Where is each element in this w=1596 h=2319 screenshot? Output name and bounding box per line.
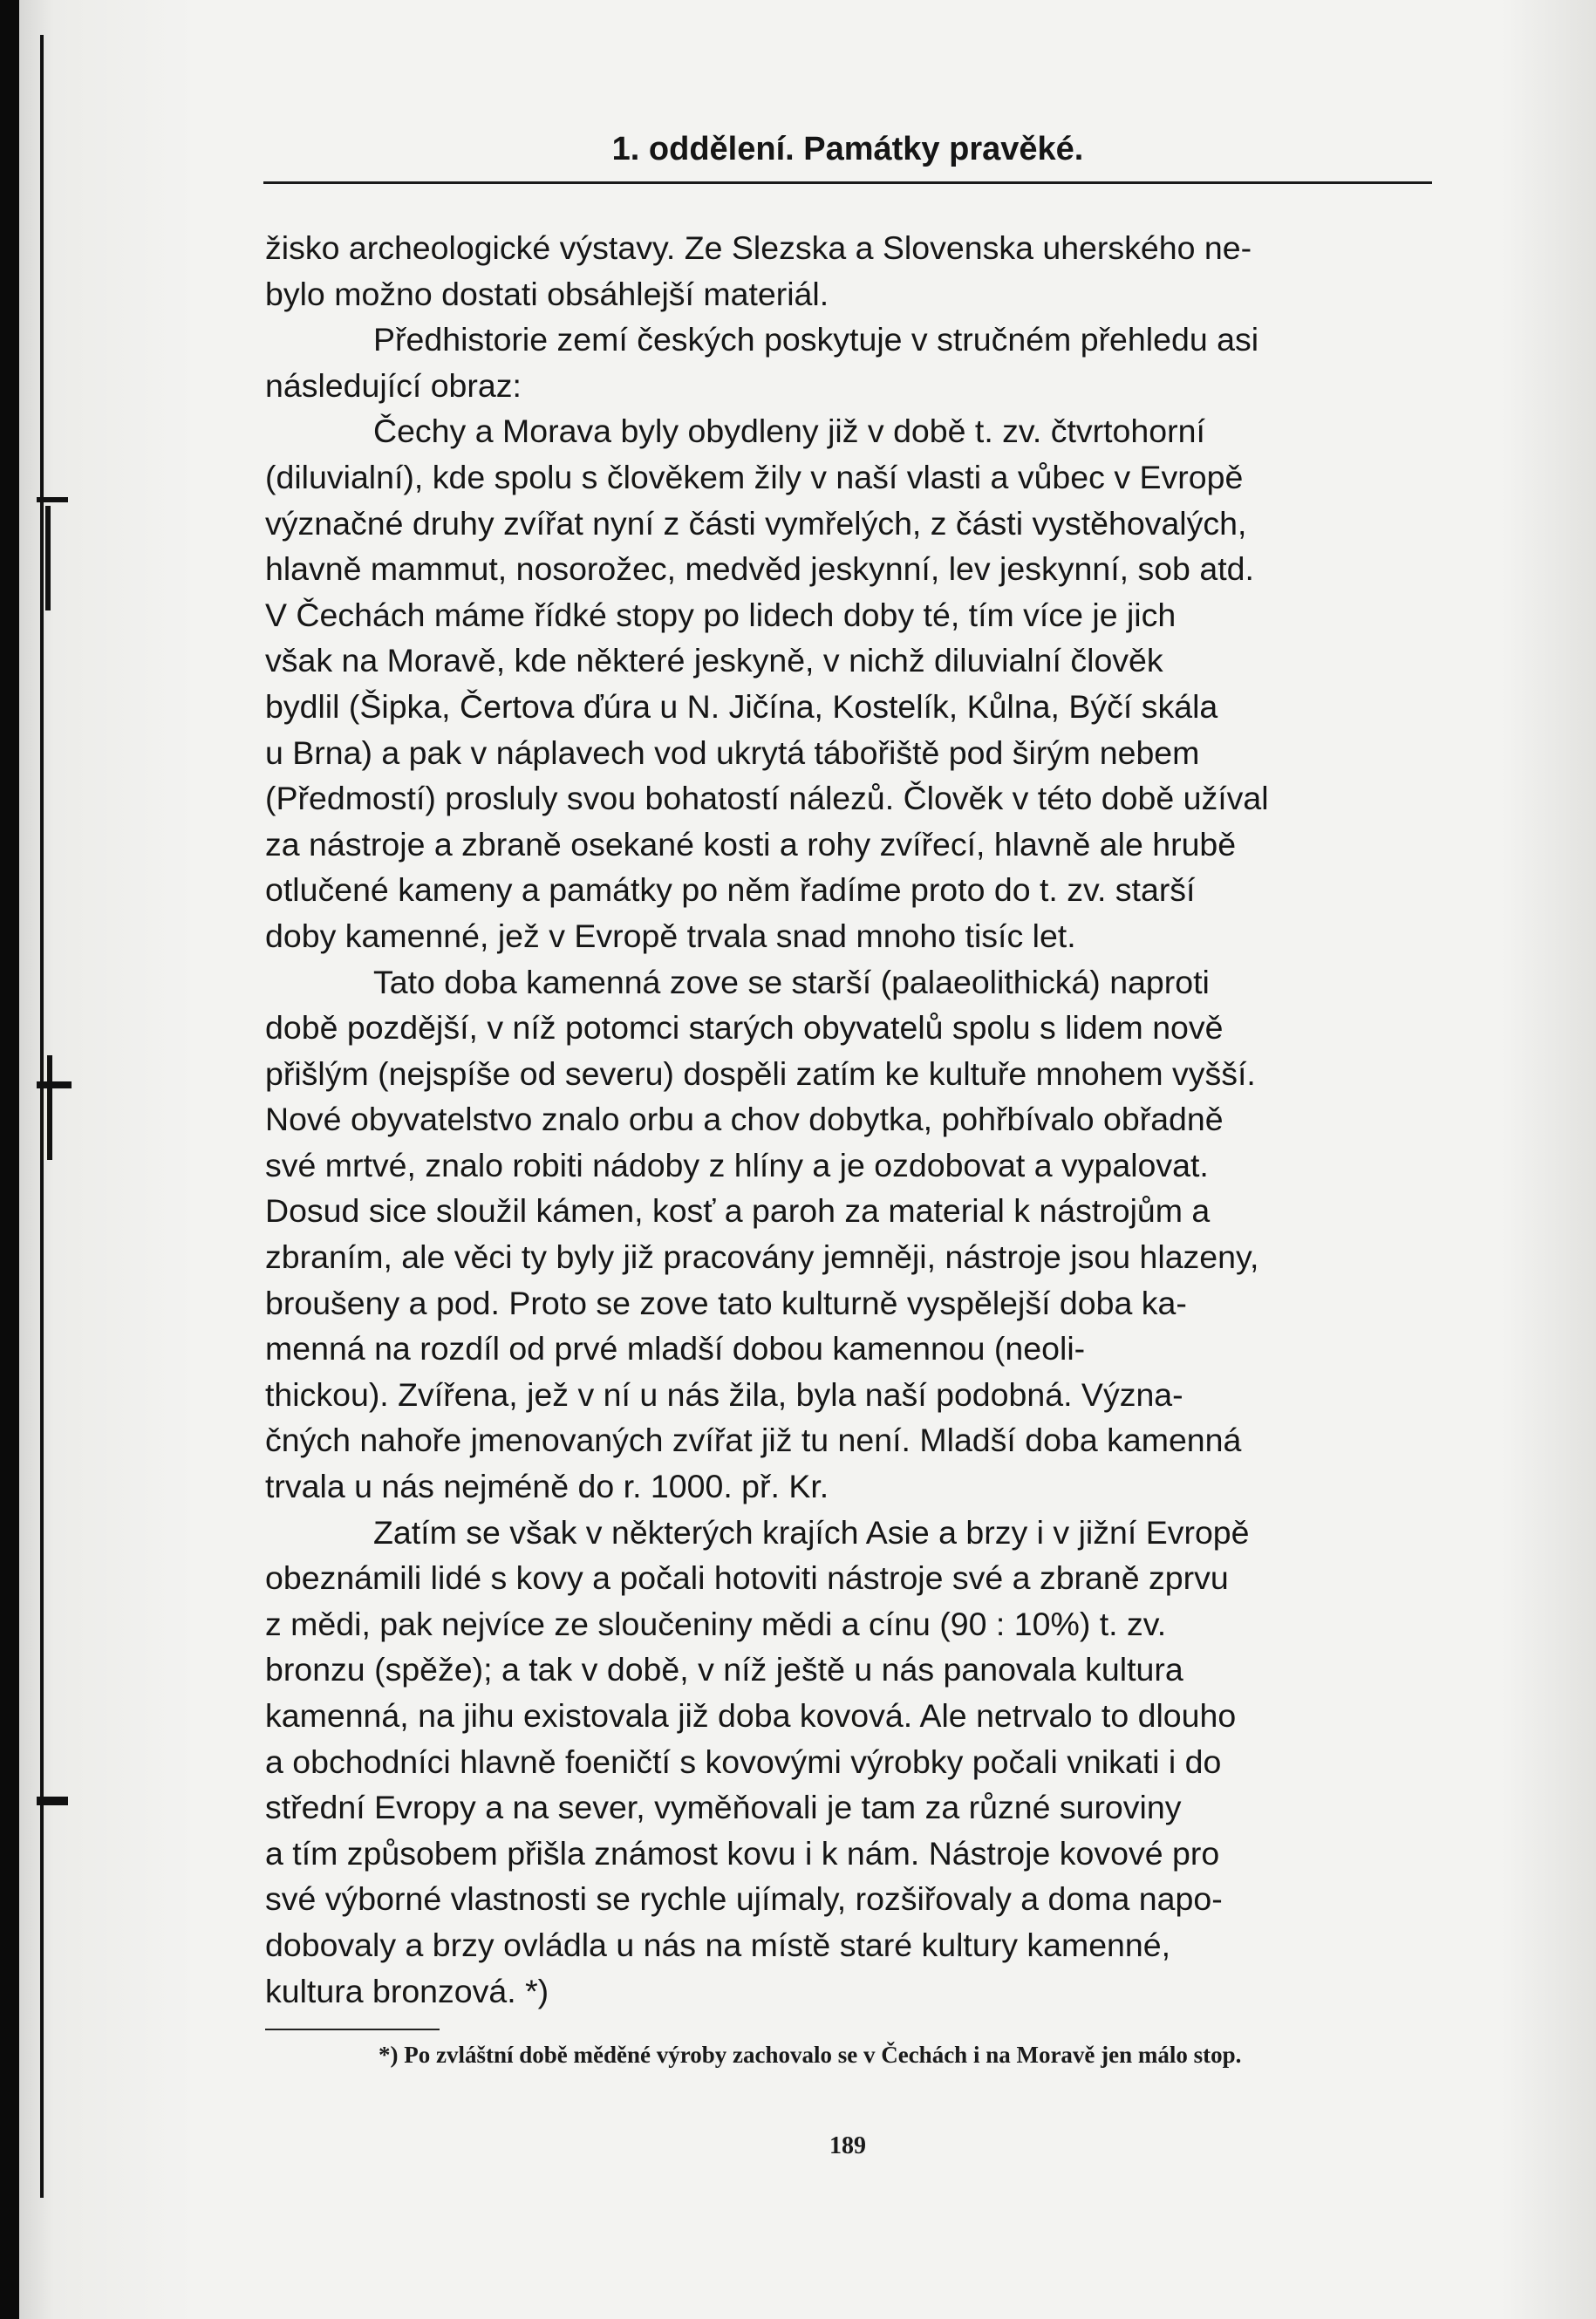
text-line: a tím způsobem přišla známost kovu i k nám. Nástroje kovové pro xyxy=(265,1834,1220,1872)
text-line: Nové obyvatelstvo znalo orbu a chov dobytka, pohřbívalo obřadně xyxy=(265,1101,1224,1138)
body-text xyxy=(265,225,1434,2014)
page-number: 189 xyxy=(829,2132,866,2159)
text-line: době pozdější, v níž potomci starých obyvatelů spolu s lidem nově xyxy=(265,1009,1224,1047)
text-line: střední Evropy a na sever, vyměňovali je tam za různé suroviny xyxy=(265,1789,1182,1826)
text-line: otlučené kameny a památky po něm řadíme proto do t. zv. starší xyxy=(265,871,1196,909)
text-line: kultura bronzová. *) xyxy=(265,1972,549,2009)
footnote-rule xyxy=(265,2029,440,2030)
binding-mark xyxy=(47,1055,52,1160)
paragraph xyxy=(265,959,1434,1510)
text-line: broušeny a pod. Proto se zove tato kulturně vyspělejší doba ka- xyxy=(265,1284,1187,1321)
text-line: přišlým (nejspíše od severu) dospěli zatím ke kultuře mnohem vyšší. xyxy=(265,1054,1256,1092)
text-line: obeznámili lidé s kovy a počali hotoviti nástroje své a zbraně zprvu xyxy=(265,1559,1229,1597)
text-line: (Předmostí) prosluly svou bohatostí nálezů. Člověk v této době užíval xyxy=(265,780,1269,817)
text-line: za nástroje a zbraně osekané kosti a rohy zvířecí, hlavně ale hrubě xyxy=(265,825,1237,863)
text-line: a obchodníci hlavně foeničtí s kovovými výrobky počali vnikati i do xyxy=(265,1743,1222,1780)
text-line: žisko archeologické výstavy. Ze Slezska a Slovenska uherského ne- xyxy=(265,229,1252,266)
text-line: V Čechách máme řídké stopy po lidech doby té, tím více je jich xyxy=(265,596,1177,633)
text-line: thickou). Zvířena, jež v ní u nás žila, byla naší podobná. Význa- xyxy=(265,1375,1183,1413)
text-line: však na Moravě, kde některé jeskyně, v nichž diluvialní člověk xyxy=(265,642,1163,679)
text-line: zbraním, ale věci ty byly již pracovány jemněji, nástroje jsou hlazeny, xyxy=(265,1238,1259,1276)
text-line: trvala u nás nejméně do r. 1000. př. Kr. xyxy=(265,1468,829,1505)
binding-mark xyxy=(37,497,68,502)
text-line: čných nahoře jmenovaných zvířat již tu není. Mladší doba kamenná xyxy=(265,1422,1242,1459)
text-line: Zatím se však v některých krajích Asie a brzy i v jižní Evropě xyxy=(373,1513,1250,1551)
scanned-page xyxy=(19,0,1596,2319)
text-line: význačné druhy zvířat nyní z části vymřelých, z části vystěhovalých, xyxy=(265,504,1247,542)
paragraph xyxy=(265,408,1434,958)
binding-mark xyxy=(45,506,51,610)
text-line: menná na rozdíl od prvé mladší dobou kamennou (neoli- xyxy=(265,1330,1086,1368)
text-line: Čechy a Morava byly obydleny již v době t. zv. čtvrtohorní xyxy=(373,413,1205,450)
binding-mark xyxy=(37,1081,72,1088)
paragraph xyxy=(265,317,1434,408)
binding-edge-marks xyxy=(40,35,92,2215)
text-line: dobovaly a brzy ovládla u nás na místě staré kultury kamenné, xyxy=(265,1926,1171,1963)
header-rule xyxy=(263,181,1432,184)
text-line: z mědi, pak nejvíce ze sloučeniny mědi a cínu (90 : 10%) t. zv. xyxy=(265,1605,1167,1642)
binding-mark xyxy=(37,1797,68,1805)
binding-line xyxy=(40,35,44,2198)
paragraph xyxy=(265,1510,1434,2015)
text-line: následující obraz: xyxy=(265,366,522,404)
text-line: kamenná, na jihu existovala již doba kovová. Ale netrvalo to dlouho xyxy=(265,1697,1237,1734)
text-line: Předhistorie zemí českých poskytuje v stručném přehledu asi xyxy=(373,321,1259,358)
text-line: u Brna) a pak v náplavech vod ukrytá tábořiště pod širým nebem xyxy=(265,733,1200,771)
text-line: své výborné vlastnosti se rychle ujímaly, rozšiřovaly a doma napo- xyxy=(265,1880,1223,1918)
text-line: bronzu (spěže); a tak v době, v níž ještě u nás panovala kultura xyxy=(265,1651,1183,1688)
paragraph xyxy=(265,225,1434,317)
footnote: *) Po zvláštní době měděné výroby zachovalo se v Čechách i na Moravě jen málo stop. xyxy=(379,2042,1242,2068)
text-line: Tato doba kamenná zove se starší (palaeolithická) naproti xyxy=(373,963,1210,1000)
text-line: doby kamenné, jež v Evropě trvala snad mnoho tisíc let. xyxy=(265,917,1076,954)
text-line: (diluvialní), kde spolu s člověkem žily v naší vlasti a vůbec v Evropě xyxy=(265,458,1244,495)
text-line: své mrtvé, znalo robiti nádoby z hlíny a je ozdobovat a vypalovat. xyxy=(265,1146,1209,1183)
text-line: bydlil (Šipka, Čertova ďúra u N. Jičína, Kostelík, Kůlna, Býčí skála xyxy=(265,687,1218,725)
text-line: Dosud sice sloužil kámen, kosť a paroh za material k nástrojům a xyxy=(265,1192,1211,1230)
running-header: 1. oddělení. Památky pravěké. xyxy=(611,131,1084,167)
text-line: bylo možno dostati obsáhlejší materiál. xyxy=(265,275,829,312)
text-line: hlavně mammut, nosorožec, medvěd jeskynní, lev jeskynní, sob atd. xyxy=(265,550,1254,588)
